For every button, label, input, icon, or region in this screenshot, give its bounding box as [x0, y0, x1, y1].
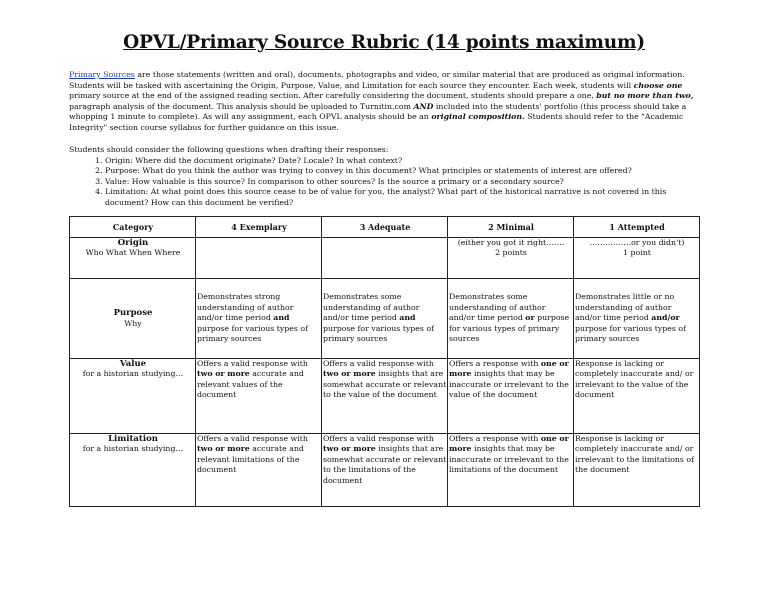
question-value: 3. Value: How valuable is this source? In comparison to other sources? Is the source a primary or a secondary source? [105, 177, 709, 188]
purpose-minimal-cell [448, 279, 574, 359]
category-value [70, 359, 196, 434]
cell-text: purpose for various types of primary sources [575, 323, 686, 344]
category-subtitle: for a historian studying… [82, 444, 184, 454]
value-attempted-cell: Response is lacking or completely inaccurate and/ or irrelevant to the value of the document [574, 359, 700, 434]
intro-emphasis-1: choose one [633, 80, 683, 90]
cell-text: insights that may be inaccurate or irrelevant to the limitations of the document [449, 444, 569, 475]
category-purpose [70, 279, 196, 359]
intro-text-5: Students should refer to the "Academic Integrity" section course syllabus for further guidance on this issue. [69, 112, 684, 132]
category-limitation [70, 434, 196, 507]
purpose-attempted-cell [574, 279, 700, 359]
cell-emphasis: and [399, 313, 416, 323]
cell-text: purpose for various types of primary sources [449, 313, 570, 344]
intro-text-3: paragraph analysis of the document. This analysis should be uploaded to Turnitin.com [69, 101, 414, 111]
origin-attempted-points: 1 point [623, 248, 651, 258]
cell-text: Offers a valid response with [197, 434, 308, 443]
category-subtitle: Why [124, 318, 142, 328]
cell-text: insights that are somewhat accurate or relevant to the limitations of the document [323, 444, 447, 485]
cell-text: Offers a response with [449, 434, 541, 443]
value-exemplary-cell [196, 359, 322, 434]
limitation-adequate-cell [322, 434, 448, 507]
limitation-exemplary-cell [196, 434, 322, 507]
cell-emphasis: two or more [323, 369, 376, 379]
category-subtitle: for a historian studying… [82, 369, 184, 379]
origin-attempted-cell [574, 238, 700, 279]
cell-text: Offers a response with [449, 359, 541, 368]
cell-text: Demonstrates some understanding of author and/or time period [323, 292, 420, 323]
origin-adequate-cell [322, 238, 448, 279]
cell-text: Demonstrates some understanding of author and/or time period [449, 292, 546, 323]
rubric-row-limitation [70, 434, 700, 507]
question-limitation: 4. Limitation: At what point does this source cease to be of value for you, the analyst? What part of the historical narrative is not covered in this document? How can this document be verified? [105, 187, 709, 208]
cell-emphasis: one or more [449, 359, 569, 379]
purpose-exemplary-cell [196, 279, 322, 359]
rubric-table [69, 216, 700, 507]
question-purpose: 2. Purpose: What do you think the author was trying to convey in this document? What principles or statements of interest are offered? [105, 166, 709, 177]
cell-text: Offers a valid response with [323, 359, 434, 368]
question-origin: 1. Origin: Where did the document originate? Date? Locale? In what context? [105, 156, 709, 167]
category-name: Limitation [108, 434, 158, 444]
origin-attempted-text: …………….or you didn't) [589, 238, 685, 247]
cell-text: Offers a valid response with [197, 359, 308, 368]
value-minimal-cell [448, 359, 574, 434]
cell-emphasis: one or more [449, 434, 569, 454]
cell-emphasis: or [525, 313, 535, 323]
intro-text-1: are those statements (written and oral), documents, photographs and video, or similar material that are produced as original information. Students will be tasked with ascertaining the Origin, Purpose, Value, and Limitation for each source they encounter. Each week, students will [69, 70, 685, 90]
primary-sources-link[interactable]: Primary Sources [69, 70, 135, 79]
cell-emphasis: two or more [323, 444, 376, 454]
category-name: Origin [117, 238, 149, 248]
origin-minimal-text: (either you got it right……. [457, 238, 565, 247]
cell-text: accurate and relevant values of the document [197, 369, 304, 400]
cell-text: purpose for various types of primary sources [323, 323, 434, 344]
instructions-lead: Students should consider the following questions when drafting their responses: [69, 145, 389, 154]
cell-emphasis: and/or [651, 313, 680, 323]
page-title: OPVL/Primary Source Rubric (14 points maximum) [123, 32, 645, 53]
cell-emphasis: two or more [197, 444, 250, 454]
purpose-adequate-cell [322, 279, 448, 359]
origin-minimal-points: 2 points [495, 248, 527, 258]
limitation-attempted-cell: Response is lacking or completely inaccurate and/ or irrelevant to the limitations of the document [574, 434, 700, 507]
category-name: Value [119, 359, 147, 369]
rubric-row-origin [70, 238, 700, 279]
intro-paragraph [69, 70, 699, 134]
origin-exemplary-cell [196, 238, 322, 279]
header-attempted: 1 Attempted [574, 217, 700, 238]
value-adequate-cell [322, 359, 448, 434]
rubric-header-row [70, 217, 700, 238]
category-subtitle: Who What When Where [85, 248, 181, 258]
header-exemplary: 4 Exemplary [196, 217, 322, 238]
origin-minimal-cell [448, 238, 574, 279]
cell-text: insights that are somewhat accurate or relevant to the value of the document [323, 369, 447, 400]
intro-text-2: primary source at the end of the assigned reading section. After carefully considering the document, students should prepare a one, [69, 91, 597, 101]
question-list [69, 156, 709, 209]
rubric-row-purpose [70, 279, 700, 359]
header-minimal: 2 Minimal [448, 217, 574, 238]
category-origin [70, 238, 196, 279]
header-adequate: 3 Adequate [322, 217, 448, 238]
intro-emphasis-3: AND [413, 101, 434, 111]
intro-emphasis-4: original composition. [431, 112, 525, 122]
rubric-row-value [70, 359, 700, 434]
cell-text: Demonstrates little or no understanding of author and/or time period [575, 292, 675, 323]
cell-emphasis: two or more [197, 369, 250, 379]
header-category: Category [70, 217, 196, 238]
cell-emphasis: and [273, 313, 290, 323]
cell-text: purpose for various types of primary sources [197, 323, 308, 344]
cell-text: accurate and relevant limitations of the document [197, 444, 304, 475]
cell-text: Offers a valid response with [323, 434, 434, 443]
cell-text: insights that may be inaccurate or irrelevant to the value of the document [449, 369, 569, 400]
cell-text: Demonstrates strong understanding of author and/or time period [197, 292, 294, 323]
category-name: Purpose [113, 308, 153, 319]
intro-emphasis-2: but no more than two, [596, 91, 694, 101]
instructions [69, 145, 709, 209]
limitation-minimal-cell [448, 434, 574, 507]
intro-text-4: included into the students' portfolio (this process should take a whopping 1 minute to complete). As will any assignment, each OPVL analysis should be an [69, 101, 687, 122]
